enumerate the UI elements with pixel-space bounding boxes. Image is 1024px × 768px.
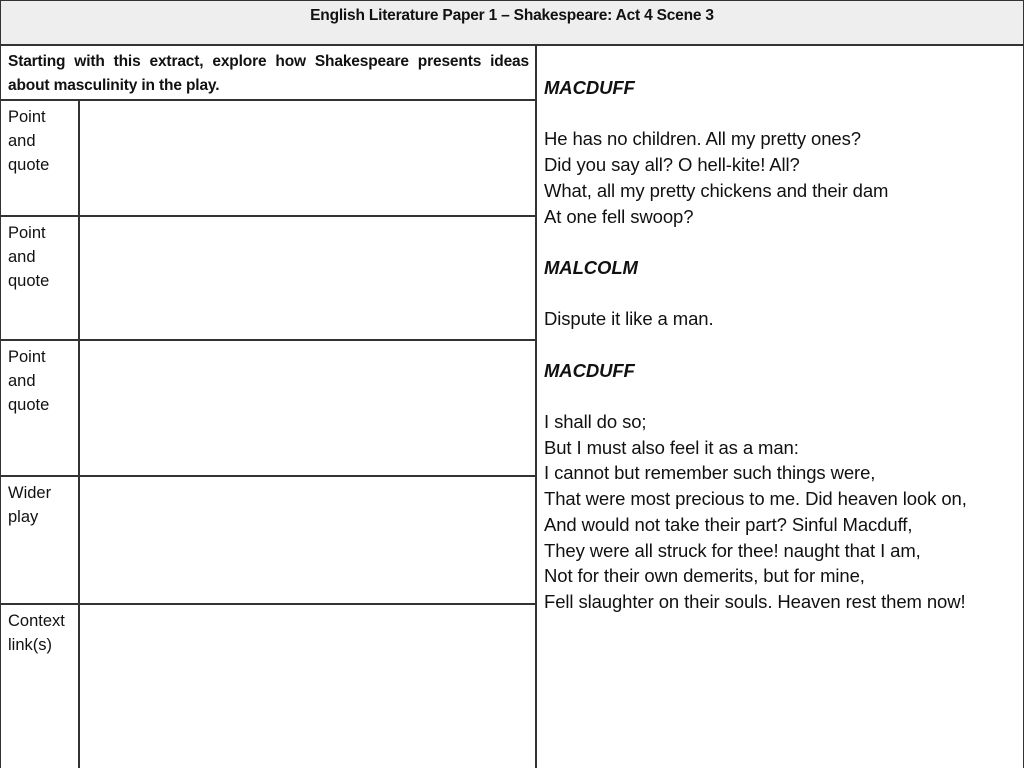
row-label-context-links: Context link(s) [1,605,80,768]
answer-cell[interactable] [80,101,536,215]
extract-line: I shall do so; [544,411,647,433]
response-row [1,101,536,217]
speaker-name: MACDUFF [544,77,635,98]
speaker-name: MACDUFF [544,359,635,381]
question-prompt: Starting with this extract, explore how Shakespeare presents ideas about masculinity in the play. [1,45,536,101]
speaker-name: MALCOLM [544,256,638,278]
answer-cell[interactable] [80,605,536,768]
extract-line: At one fell swoop? [544,205,694,227]
extract-line: They were all struck for thee! naught that I am, [544,539,921,561]
answer-cell[interactable] [80,341,536,475]
response-grid [0,45,537,768]
extract-line: Dispute it like a man. [544,308,714,330]
response-row [1,477,536,605]
response-row [1,217,536,341]
extract-line: I cannot but remember such things were, [544,462,876,484]
extract-line: Did you say all? O hell-kite! All? [544,154,800,176]
title-bar [0,0,1024,46]
extract-line: What, all my pretty chickens and their dam [544,179,889,201]
response-row [1,605,536,768]
extract-line: That were most precious to me. Did heaven look on, [544,488,967,510]
extract-line: Not for their own demerits, but for mine, [544,565,865,587]
extract-line: But I must also feel it as a man: [544,436,799,458]
response-row [1,341,536,477]
answer-cell[interactable] [80,477,536,603]
extract-line: And would not take their part? Sinful Macduff, [544,513,913,535]
extract-panel [537,45,1024,768]
extract-line: Fell slaughter on their souls. Heaven rest them now! [544,590,966,612]
page-title: English Literature Paper 1 – Shakespeare: Act 4 Scene 3 [310,7,714,24]
row-label-point-and-quote: Point and quote [1,217,80,339]
row-label-wider-play: Wider play [1,477,80,603]
extract-line: He has no children. All my pretty ones? [544,128,861,150]
answer-cell[interactable] [80,217,536,339]
row-label-point-and-quote: Point and quote [1,341,80,475]
row-label-point-and-quote: Point and quote [1,101,80,215]
